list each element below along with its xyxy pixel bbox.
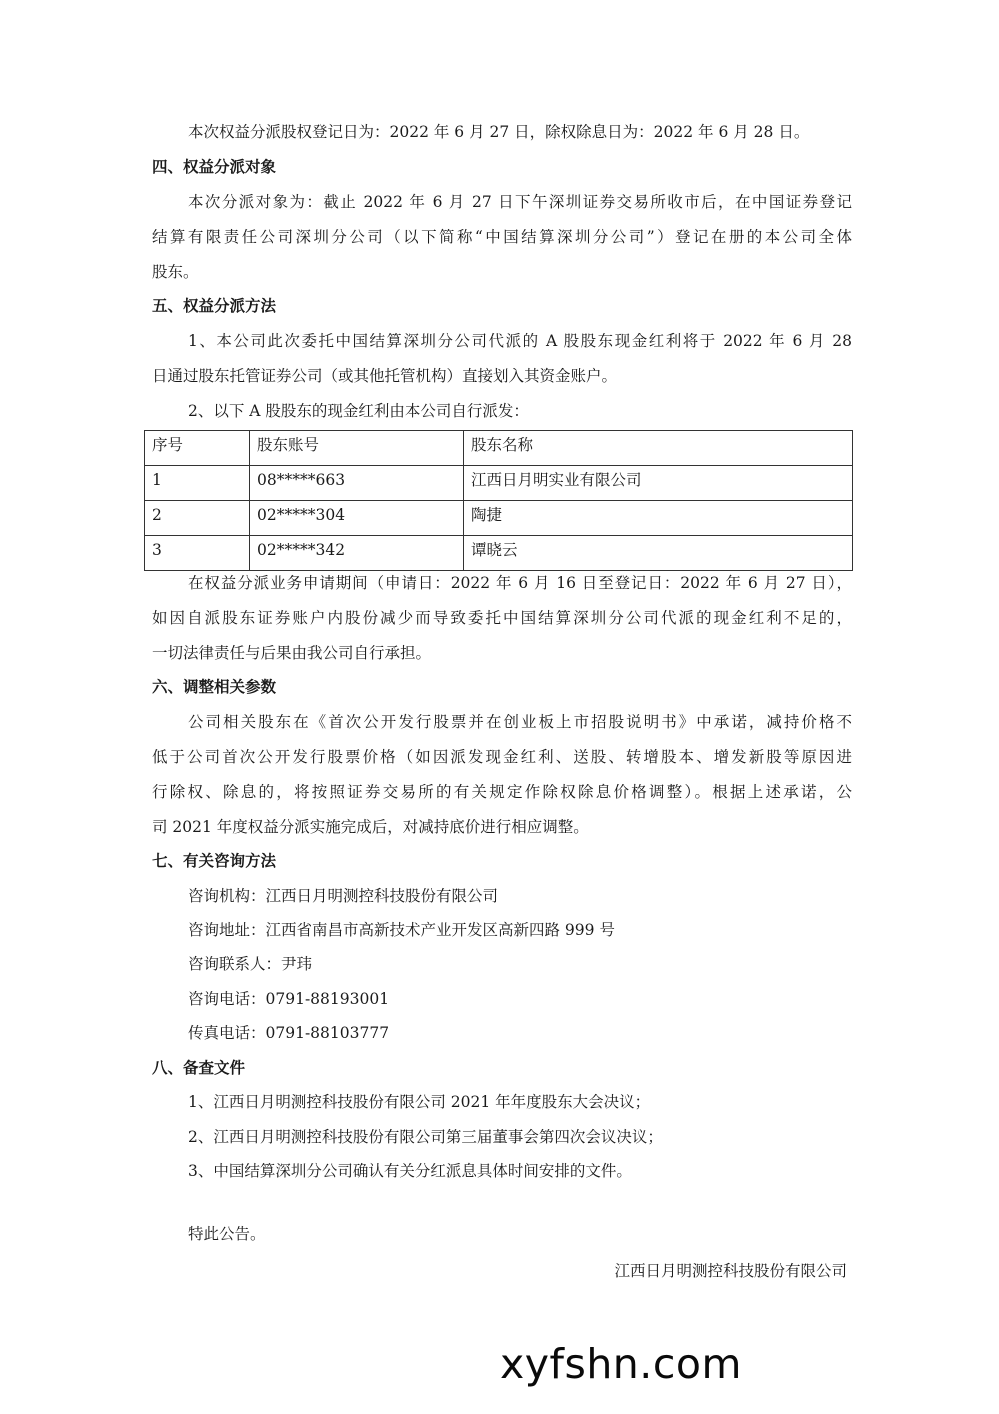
table-row <box>145 536 853 571</box>
reference-file-1: 1、江西日月明测控科技股份有限公司 2021 年年度股东大会决议； <box>188 1093 651 1111</box>
table-header-cell: 股东账号 <box>250 431 464 466</box>
paragraph-line: 司 2021 年度权益分派实施完成后，对减持底价进行相应调整。 <box>152 818 589 836</box>
self-distribution-table <box>144 430 853 571</box>
site-watermark: xyfshn.com <box>500 1340 742 1388</box>
table-cell: 02*****304 <box>250 501 464 536</box>
paragraph-line: 公司相关股东在《首次公开发行股票并在创业板上市招股说明书》中承诺，减持价格不 <box>188 713 852 731</box>
table-header-cell: 股东名称 <box>464 431 853 466</box>
table-cell: 08*****663 <box>250 466 464 501</box>
paragraph-line: 如因自派股东证券账户内股份减少而导致委托中国结算深圳分公司代派的现金红利不足的， <box>152 609 852 627</box>
table-cell: 2 <box>145 501 250 536</box>
section-heading-5: 五、权益分派方法 <box>152 297 277 315</box>
contact-person: 咨询联系人：尹玮 <box>188 955 313 973</box>
paragraph-line: 2、以下 A 股股东的现金红利由本公司自行派发： <box>188 402 529 420</box>
paragraph-line: 本次分派对象为：截止 2022 年 6 月 27 日下午深圳证券交易所收市后，在中国证券登记 <box>188 193 852 211</box>
paragraph-line: 日通过股东托管证券公司（或其他托管机构）直接划入其资金账户。 <box>152 367 618 385</box>
paragraph-line: 行除权、除息的，将按照证券交易所的有关规定作除权除息价格调整）。根据上述承诺，公 <box>152 783 852 801</box>
paragraph-line: 低于公司首次公开发行股票价格（如因派发现金红利、送股、转增股本、增发新股等原因进 <box>152 748 852 766</box>
company-signature: 江西日月明测控科技股份有限公司 <box>614 1262 847 1280</box>
table-cell: 陶捷 <box>464 501 853 536</box>
contact-phone: 咨询电话：0791-88193001 <box>188 990 390 1008</box>
contact-fax: 传真电话：0791-88103777 <box>188 1024 390 1042</box>
section-heading-8: 八、备查文件 <box>152 1059 246 1077</box>
contact-org: 咨询机构：江西日月明测控科技股份有限公司 <box>188 887 499 905</box>
reference-file-3: 3、中国结算深圳分公司确认有关分红派息具体时间安排的文件。 <box>188 1162 632 1180</box>
paragraph-line: 1、本公司此次委托中国结算深圳分公司代派的 A 股股东现金红利将于 2022 年 6 月 28 <box>188 332 852 350</box>
paragraph-line: 结算有限责任公司深圳分公司（以下简称“中国结算深圳分公司”）登记在册的本公司全体 <box>152 228 852 246</box>
paragraph-line: 股东。 <box>152 263 199 281</box>
reference-file-2: 2、江西日月明测控科技股份有限公司第三届董事会第四次会议决议； <box>188 1128 663 1146</box>
record-date-line: 本次权益分派股权登记日为：2022 年 6 月 27 日，除权除息日为：2022 年 6 月 28 日。 <box>188 123 810 141</box>
section-heading-4: 四、权益分派对象 <box>152 158 277 176</box>
table-header-cell: 序号 <box>145 431 250 466</box>
section-heading-6: 六、调整相关参数 <box>152 678 277 696</box>
contact-address: 咨询地址：江西省南昌市高新技术产业开发区高新四路 999 号 <box>188 921 615 939</box>
table-cell: 3 <box>145 536 250 571</box>
paragraph-line: 一切法律责任与后果由我公司自行承担。 <box>152 644 432 662</box>
table-cell: 谭晓云 <box>464 536 853 571</box>
closing-remark: 特此公告。 <box>188 1225 266 1243</box>
section-heading-7: 七、有关咨询方法 <box>152 852 277 870</box>
table-row <box>145 466 853 501</box>
table-header-row <box>145 431 853 466</box>
table-cell: 02*****342 <box>250 536 464 571</box>
table-cell: 1 <box>145 466 250 501</box>
table-row <box>145 501 853 536</box>
table-cell: 江西日月明实业有限公司 <box>464 466 853 501</box>
paragraph-line: 在权益分派业务申请期间（申请日：2022 年 6 月 16 日至登记日：2022 年 6 月 27 日）， <box>188 574 852 592</box>
